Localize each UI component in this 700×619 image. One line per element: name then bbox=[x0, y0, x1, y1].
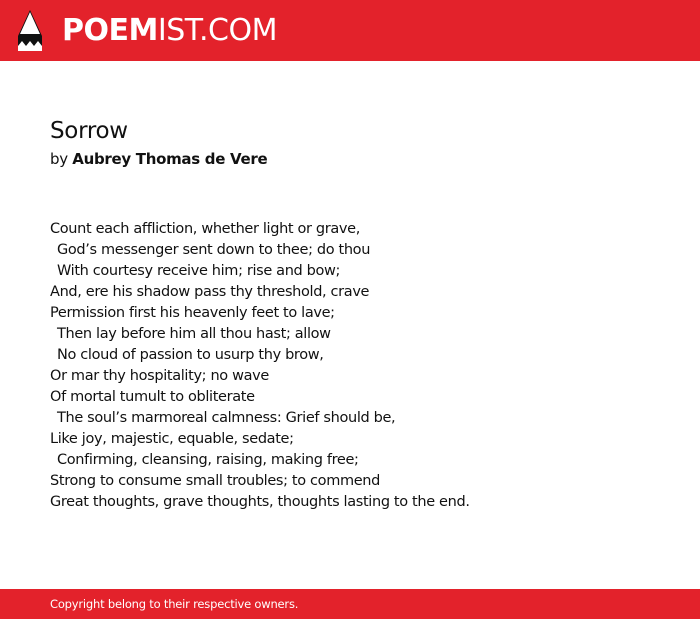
copyright-notice: Copyright belong to their respective owners. bbox=[50, 597, 299, 611]
poem-body bbox=[50, 219, 670, 513]
logo-bold-text: POEM bbox=[62, 13, 158, 48]
logo-light-text: IST.COM bbox=[157, 13, 277, 48]
poem-title: Sorrow bbox=[50, 118, 128, 144]
poem-line: Permission first his heavenly feet to lave; bbox=[50, 305, 335, 321]
poem-line: Strong to consume small troubles; to commend bbox=[50, 473, 381, 489]
poem-line: And, ere his shadow pass thy threshold, crave bbox=[50, 284, 370, 300]
poem-line: With courtesy receive him; rise and bow; bbox=[57, 263, 341, 279]
poem-line: No cloud of passion to usurp thy brow, bbox=[57, 347, 324, 363]
poem-byline bbox=[50, 149, 267, 169]
poem-line: God’s messenger sent down to thee; do thou bbox=[57, 242, 371, 258]
poem-line: Great thoughts, grave thoughts, thoughts lasting to the end. bbox=[50, 494, 470, 510]
site-header bbox=[0, 0, 700, 61]
site-logo[interactable] bbox=[62, 13, 277, 49]
poem-author: Aubrey Thomas de Vere bbox=[72, 150, 268, 168]
site-footer bbox=[0, 589, 700, 619]
poem-line: The soul’s marmoreal calmness: Grief should be, bbox=[57, 410, 396, 426]
poem-line: Confirming, cleansing, raising, making free; bbox=[57, 452, 359, 468]
poem-line: Count each affliction, whether light or grave, bbox=[50, 221, 360, 237]
poem-line: Of mortal tumult to obliterate bbox=[50, 389, 255, 405]
poem-line: Or mar thy hospitality; no wave bbox=[50, 368, 269, 384]
pencil-icon[interactable] bbox=[18, 10, 42, 51]
poem-line: Then lay before him all thou hast; allow bbox=[57, 326, 331, 342]
byline-prefix: by bbox=[50, 150, 68, 168]
poem-line: Like joy, majestic, equable, sedate; bbox=[50, 431, 294, 447]
